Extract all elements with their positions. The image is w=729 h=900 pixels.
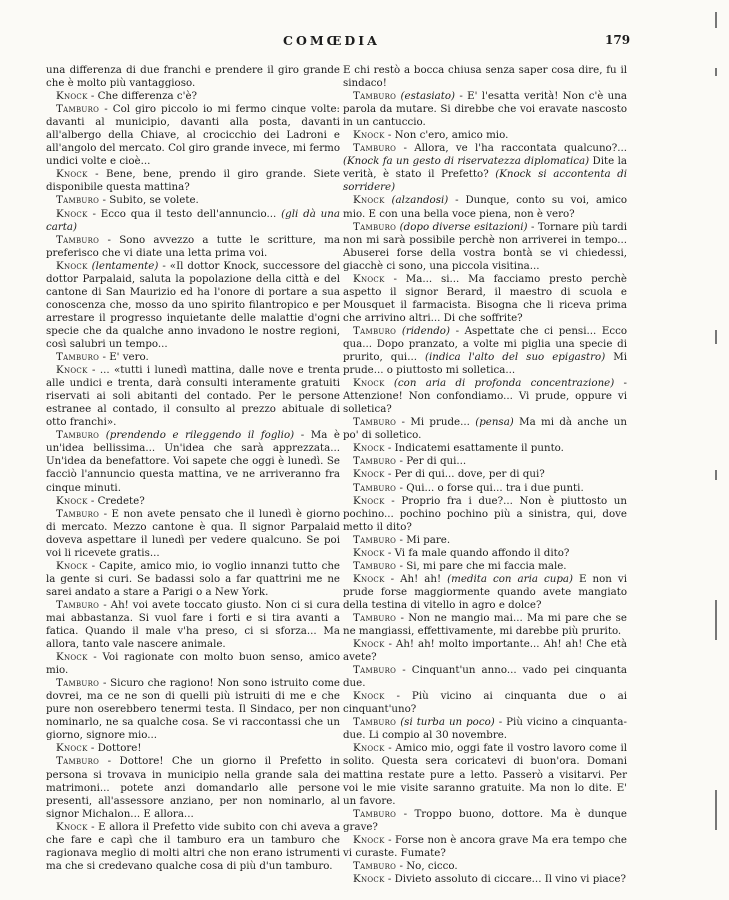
dialogue-text: - Qui... o forse qui... tra i due punti.: [396, 481, 584, 494]
dialogue-text: - ... «tutti i lunedì mattina, dalle nove e trenta alle undici e trenta, darà consulti interamente gratuiti riservati ai soli abitanti del contado. Per le persone estranee al contado, il consulto al prezzo abituale di otto franchi».: [46, 364, 340, 429]
dialogue-line: [343, 194, 627, 220]
scan-margin-marks: [701, 0, 721, 900]
dialogue-text: - E non avete pensato che il lunedì è giorno di mercato. Mezzo cantone è qua. Il signor Parpalaid doveva aspettare il lunedì per vedere qualcuno. Se poi voi li ricevete gratis...: [46, 507, 340, 559]
stage-direction: (Knock si accontenta di sorridere): [343, 168, 628, 194]
speaker-name: Tamburo: [353, 481, 397, 494]
dialogue-text: - Mi prude...: [396, 416, 476, 429]
stage-direction: (medita con aria cupa): [447, 572, 573, 585]
speaker-name: Knock: [353, 638, 385, 651]
speaker-name: Knock: [353, 272, 385, 285]
speaker-name: Tamburo: [353, 807, 397, 820]
speaker-name: Knock: [56, 651, 88, 664]
speaker-name: Knock: [353, 690, 385, 703]
stage-direction: (indica l'alto del suo epigastro): [424, 351, 606, 364]
dialogue-text: - Mi pare.: [396, 533, 451, 546]
dialogue-text: - Bene, bene, prendo il giro grande. Siete disponibile questa mattina?: [46, 168, 340, 194]
speaker-name: Tamburo: [353, 533, 397, 546]
dialogue-line: [46, 208, 340, 234]
speaker-name: Knock: [353, 129, 385, 142]
dialogue-line: [343, 142, 627, 194]
dialogue-line: [343, 742, 627, 807]
dialogue-line: [343, 442, 627, 455]
dialogue-line: [343, 534, 627, 547]
dialogue-line: [46, 364, 340, 429]
dialogue-text: - Che differenza c'è?: [87, 90, 198, 103]
dialogue-line: [46, 508, 340, 560]
speaker-name: Knock: [353, 377, 385, 390]
dialogue-text: E chi restò a bocca chiusa senza saper cosa dire, fu il sindaco!: [343, 64, 627, 90]
dialogue-line: [343, 90, 627, 129]
dialogue-text: - Più vicino ai cinquanta due o ai cinquant'uno?: [343, 690, 627, 716]
dialogue-text: - Capite, amico mio, io voglio innanzi tutto che la gente si curi. Se badassi solo a far quattrini me ne sarei andato a stare a Parigi o a New York.: [46, 559, 340, 598]
speaker-name: Tamburo: [353, 455, 397, 468]
dialogue-text: - Vi fa male quando affondo il dito?: [384, 546, 570, 559]
speaker-name: Tamburo: [353, 716, 397, 729]
dialogue-text: - Proprio fra i due?... Non è piuttosto un pochino... pochino pochino più a sinistra, qui, dove metto il dito?: [343, 494, 627, 533]
dialogue-text: - Credete?: [87, 494, 145, 507]
dialogue-text: - Troppo buono, dottore. Ma è dunque grave?: [343, 807, 627, 833]
dialogue-text: - Col giro piccolo io mi fermo cinque volte: davanti al municipio, davanti alla posta, davanti all'albergo della Chiave, al crocicchio dei Ladroni e all'angolo del mercato. Col giro grande invece, mi fermo undici volte e cioè...: [46, 103, 340, 168]
speaker-name: Tamburo: [56, 755, 100, 768]
continued-paragraph: [343, 64, 627, 90]
speaker-name: Tamburo: [56, 351, 100, 364]
dialogue-text: - Indicatemi esattamente il punto.: [384, 442, 564, 455]
right-column: [343, 64, 627, 886]
dialogue-text: - «Il dottor Knock, successore del dottor Parpalaid, saluta la popolazione della città e del cantone di San Maurizio ed ha l'onore di portare a sua conoscenza che, mosso da uno spirito filantropico e per arrestare il progresso inquietante delle malattie d'ogni specie che da qualche anno invadono le nostre regioni, così salubri un tempo...: [46, 259, 341, 350]
speaker-name: Tamburo: [56, 507, 100, 520]
dialogue-text: - Cinquant'un anno... vado pei cinquanta due.: [343, 664, 627, 690]
dialogue-text: Dite la verità, è stato il Prefetto?: [343, 155, 627, 181]
running-title: COMŒDIA: [283, 33, 380, 48]
dialogue-text: una differenza di due franchi e prendere il giro grande che è molto più vantaggioso.: [46, 64, 340, 90]
dialogue-line: [343, 873, 627, 886]
dialogue-text: - Ecco qua il testo dell'annuncio...: [87, 207, 282, 220]
speaker-name: Tamburo: [353, 90, 397, 103]
dialogue-text: - Allora, ve l'ha raccontata qualcuno?...: [396, 142, 627, 155]
dialogue-text: - Ma è un'idea bellissima... Un'idea che sarà apprezzata... Un'idea da benefattore. Voi sapete che oggi è lunedì. Se facciò l'annuncio questa mattina, ve ne arriveranno fra cinque minuti.: [46, 429, 340, 494]
speaker-name: Knock: [353, 546, 385, 559]
stage-direction: (Knock fa un gesto di riservatezza diplomatica): [343, 155, 590, 168]
speaker-name: Tamburo: [353, 611, 397, 624]
stage-direction: (dopo diverse esitazioni): [399, 220, 528, 233]
speaker-name: Tamburo: [353, 859, 397, 872]
speaker-name: Knock: [56, 168, 88, 181]
stage-direction: (estasiato): [400, 90, 456, 103]
speaker-name: Knock: [56, 207, 88, 220]
dialogue-line: [343, 495, 627, 534]
speaker-name: Tamburo: [353, 324, 397, 337]
continued-paragraph: [46, 64, 340, 90]
speaker-name: Knock: [56, 259, 88, 272]
stage-direction: (con aria di profonda concentrazione): [393, 377, 615, 390]
speaker-name: Knock: [353, 468, 385, 481]
dialogue-text: Mi prude... o piuttosto mi solletica...: [343, 351, 627, 377]
dialogue-text: - Non ne mangio mai... Ma mi pare che se ne mangiassi, effettivamente, mi darebbe più prurito.: [343, 611, 627, 638]
dialogue-line: [343, 221, 627, 273]
dialogue-text: - Forse non è ancora grave Ma era tempo che vi curaste. Fumate?: [343, 833, 627, 859]
dialogue-text: - Ah! ah!: [384, 572, 448, 585]
dialogue-line: [46, 429, 340, 494]
dialogue-line: [343, 860, 627, 873]
page-header: [0, 33, 729, 51]
left-column: [46, 64, 340, 873]
dialogue-line: [343, 273, 627, 325]
speaker-name: Knock: [353, 742, 385, 755]
dialogue-text: - E' vero.: [99, 351, 149, 364]
speaker-name: Knock: [353, 572, 385, 585]
dialogue-line: [46, 234, 340, 260]
dialogue-line: [46, 560, 340, 599]
dialogue-line: [343, 716, 627, 742]
dialogue-line: [46, 194, 340, 207]
dialogue-line: [46, 821, 340, 873]
dialogue-text: - Divieto assoluto di ciccare... Il vino vi piace?: [384, 872, 626, 885]
dialogue-text: - No, cicco.: [396, 859, 458, 872]
dialogue-line: [343, 560, 627, 573]
speaker-name: Tamburo: [56, 103, 100, 116]
stage-direction: (si turba un poco): [400, 716, 495, 729]
dialogue-line: [46, 351, 340, 364]
stage-direction: (gli dà una carta): [46, 207, 340, 233]
dialogue-text: - Dottore!: [87, 742, 142, 755]
dialogue-line: [343, 547, 627, 560]
stage-direction: (lentamente): [91, 259, 159, 272]
dialogue-text: - Tornare più tardi non mi sarà possibile perchè non arriverei in tempo... Abuserei forse della vostra bontà se vi chiedessi, giacchè ci sono, una piccola visitina...: [343, 220, 627, 272]
dialogue-text: - Ah! voi avete toccato giusto. Non ci si cura mai abbastanza. Si vuol fare i forti e si tira avanti a fatica. Quando il male v'ha preso, ci si sforza... Ma allora, tanto vale nascere animale.: [46, 598, 340, 651]
dialogue-text: - Si, mi pare che mi faccia male.: [396, 559, 567, 572]
speaker-name: Knock: [353, 494, 385, 507]
dialogue-line: [343, 638, 627, 664]
stage-direction: (prendendo e rileggendo il foglio): [105, 429, 295, 442]
dialogue-line: [343, 377, 627, 416]
speaker-name: Tamburo: [56, 233, 100, 246]
speaker-name: Knock: [353, 442, 385, 455]
stage-direction: (alzandosi): [391, 194, 449, 207]
dialogue-line: [46, 742, 340, 755]
speaker-name: Tamburo: [56, 598, 100, 611]
dialogue-line: [343, 468, 627, 481]
dialogue-line: [343, 612, 627, 638]
dialogue-line: [343, 482, 627, 495]
speaker-name: Tamburo: [56, 677, 100, 690]
dialogue-line: [343, 690, 627, 716]
dialogue-line: [343, 455, 627, 468]
stage-direction: (pensa): [475, 416, 514, 429]
dialogue-line: [46, 260, 340, 351]
speaker-name: Knock: [56, 559, 88, 572]
speaker-name: Tamburo: [56, 194, 100, 207]
speaker-name: Tamburo: [353, 664, 397, 677]
dialogue-text: - Ma... si... Ma facciamo presto perchè aspetto il signor Berard, il maestro di scuola e Mousquet il farmacista. Bisogna che li riceva prima che arrivino altri... Di che soffrite?: [343, 272, 627, 324]
speaker-name: Knock: [353, 833, 385, 846]
speaker-name: Knock: [56, 820, 88, 833]
speaker-name: Tamburo: [353, 559, 397, 572]
dialogue-text: - Subito, se volete.: [99, 194, 199, 207]
dialogue-text: - Per di qui... dove, per di qui?: [384, 468, 545, 481]
dialogue-line: [46, 651, 340, 677]
speaker-name: Knock: [56, 742, 88, 755]
dialogue-line: [343, 573, 627, 612]
dialogue-text: - Dottore! Che un giorno il Prefetto in persona si trovava in municipio nella grande sala dei matrimoni... potete anzi domandarlo alle persone presenti, all'assessore anziano, per non nominarlo, al signor Michalon... E allora...: [46, 755, 340, 820]
dialogue-text: - Attenzione! Non confondiamo... Vi prude, oppure vi solletica?: [343, 377, 627, 416]
stage-direction: (ridendo): [401, 324, 450, 337]
dialogue-text: - Sicuro che ragiono! Non sono istruito come dovrei, ma ce ne son di quelli più istruiti di me e che pure non oserebbero tenermi testa. Il Sindaco, per non nominarlo, ne sa qualche cosa. Se vi raccontassi che un giorno, signore mio...: [46, 677, 340, 742]
dialogue-line: [46, 599, 340, 651]
dialogue-text: - E' l'esatta verità! Non c'è una parola da mutare. Si direbbe che voi eravate nascosto in un cantuccio.: [343, 90, 627, 129]
dialogue-line: [46, 677, 340, 742]
dialogue-text: E non vi prude forse maggiormente quando avete mangiato della testina di vitello in agro e dolce?: [343, 572, 628, 611]
speaker-name: Knock: [56, 494, 88, 507]
speaker-name: Tamburo: [353, 220, 397, 233]
dialogue-text: - Non c'ero, amico mio.: [384, 129, 509, 142]
speaker-name: Knock: [353, 872, 385, 885]
page-number: 179: [605, 33, 631, 47]
dialogue-text: - Amico mio, oggi fate il vostro lavoro come il solito. Questa sera coricatevi di buon'ora. Domani mattina restate pure a letto. Passerò a visitarvi. Per voi le mie visite saranno gratuite. Ma non lo dite. E' un favore.: [343, 742, 627, 807]
dialogue-text: - Più vicino a cinquanta-due. Li compio al 30 novembre.: [343, 716, 627, 742]
dialogue-text: - Aspettate che ci pensi... Ecco qua... Dopo pranzato, a volte mi piglia una specie di prurito, qui...: [343, 324, 627, 364]
speaker-name: Knock: [353, 194, 385, 207]
dialogue-line: [343, 834, 627, 860]
speaker-name: Tamburo: [353, 142, 397, 155]
dialogue-line: [46, 103, 340, 168]
dialogue-text: - Dunque, conto su voi, amico mio. E con una bella voce piena, non è vero?: [343, 194, 627, 220]
dialogue-text: - Ah! ah! molto importante... Ah! ah! Che età avete?: [343, 638, 627, 664]
dialogue-line: [343, 325, 627, 377]
dialogue-text: - Per di qui...: [396, 455, 467, 468]
dialogue-text: - Voi ragionate con molto buon senso, amico mio.: [46, 651, 340, 677]
dialogue-text: - E allora il Prefetto vide subito con chi aveva a che fare e capì che il tamburo era un tamburo che ragionava meglio di molti altri che non erano istrumenti ma che si credevano qualche cosa di più d'un tamburo.: [46, 820, 340, 872]
dialogue-line: [46, 495, 340, 508]
dialogue-line: [343, 664, 627, 690]
dialogue-line: [46, 755, 340, 820]
speaker-name: Knock: [56, 364, 88, 377]
speaker-name: Tamburo: [353, 416, 397, 429]
dialogue-text: Ma mi dà anche un po' di solletico.: [343, 416, 628, 442]
dialogue-line: [46, 168, 340, 194]
speaker-name: Knock: [56, 90, 88, 103]
speaker-name: Tamburo: [56, 429, 100, 442]
dialogue-line: [46, 90, 340, 103]
dialogue-line: [343, 808, 627, 834]
dialogue-line: [343, 129, 627, 142]
dialogue-text: - Sono avvezzo a tutte le scritture, ma preferisco che vi diate una letta prima voi.: [46, 233, 340, 259]
dialogue-line: [343, 416, 627, 442]
